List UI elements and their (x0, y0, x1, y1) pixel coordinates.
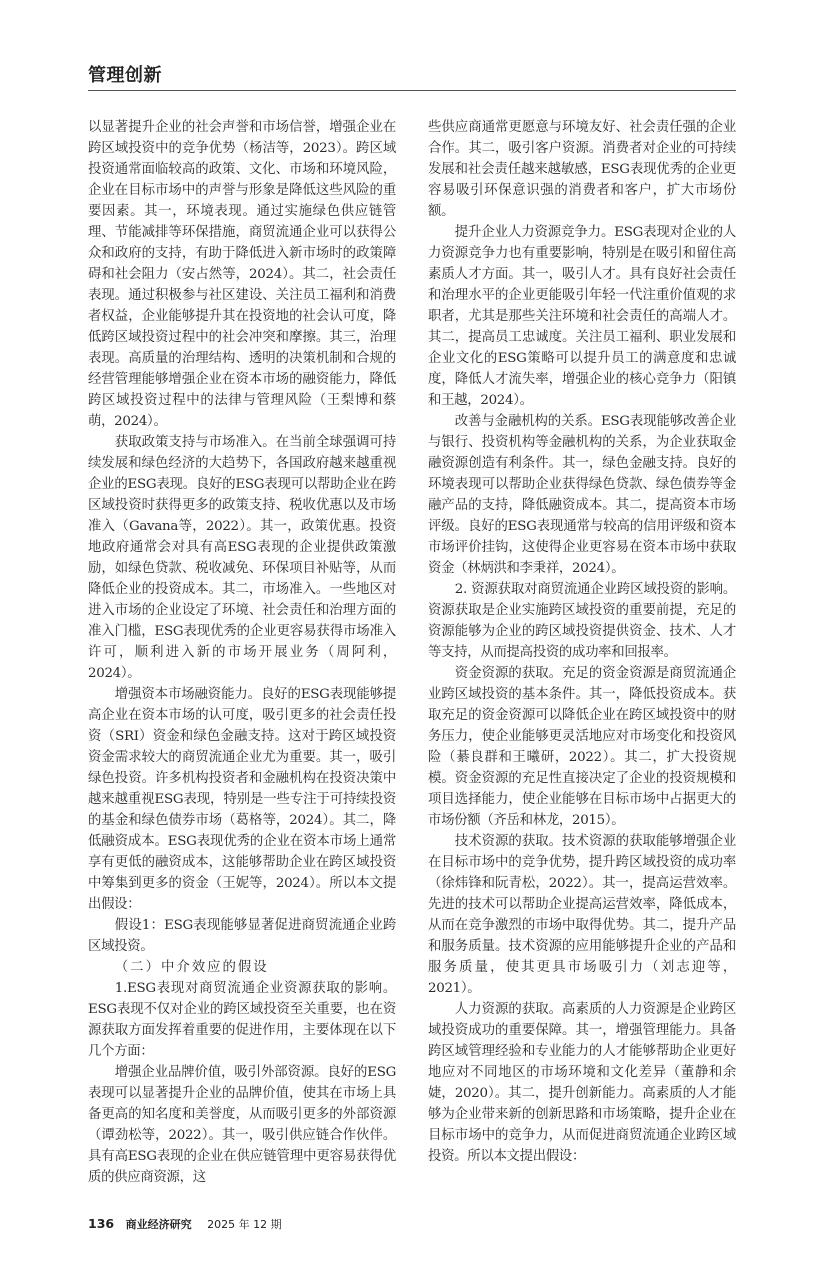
paragraph: 改善与金融机构的关系。ESG表现能够改善企业与银行、投资机构等金融机构的关系，为企业获取金融资源创造有利条件。其一，绿色金融支持。良好的环境表现可以帮助企业获得绿色贷款、绿色债券等金融产品的支持，降低融资成本。其二，提高资本市场评级。良好的ESG表现通常与较高的信用评级和资本市场评价挂钩，这使得企业更容易在资本市场中获取资金（林炳洪和李秉祥，2024）。 (428, 414, 736, 576)
paragraph: 增强企业品牌价值，吸引外部资源。良好的ESG表现可以显著提升企业的品牌价值，使其在市场上具备更高的知名度和美誉度，从而吸引更多的外部资源（谭劲松等，2022）。其一，吸引供应链合作伙伴。具有高ESG表现的企业在供应链管理中更容易获得优质的供应商资源，这 (88, 1065, 396, 1185)
journal-name: 商业经济研究 (125, 1218, 192, 1231)
page-footer (88, 1216, 738, 1233)
paragraph: 人力资源的获取。高素质的人力资源是企业跨区域投资成功的重要保障。其一，增强管理能力。具备跨区域管理经验和专业能力的人才能够帮助企业更好地应对不同地区的市场环境和文化差异（董静和余婕，2020）。其二，提升创新能力。高素质的人才能够为企业带来新的创新思路和市场策略，提升企业在目标市场中的竞争力，从而促进商贸流通企业跨区域投资。所以本文提出假设： (428, 1002, 736, 1164)
body-columns (88, 117, 736, 1188)
paragraph: 技术资源的获取。技术资源的获取能够增强企业在目标市场中的竞争优势，提升跨区域投资的成功率（徐炜锋和阮青松，2022）。其一，提高运营效率。先进的技术可以帮助企业提高运营效率，降低成本，从而在竞争激烈的市场中取得优势。其二，提升产品和服务质量。技术资源的应用能够提升企业的产品和服务质量，使其更具市场吸引力（刘志迎等，2021）。 (428, 834, 736, 996)
left-column (88, 117, 396, 1188)
paragraph: 增强资本市场融资能力。良好的ESG表现能够提高企业在资本市场的认可度，吸引更多的社会责任投资（SRI）资金和绿色金融支持。这对于跨区域投资资金需求较大的商贸流通企业尤为重要。其一，吸引绿色投资。许多机构投资者和金融机构在投资决策中越来越重视ESG表现，特别是一些专注于可持续投资的基金和绿色债券市场（葛格等，2024）。其二，降低融资成本。ESG表现优秀的企业在资本市场上通常享有更低的融资成本，这能够帮助企业在跨区域投资中筹集到更多的资金（王妮等，2024）。所以本文提出假设： (88, 687, 396, 912)
paragraph: 1.ESG表现对商贸流通企业资源获取的影响。ESG表现不仅对企业的跨区域投资至关重要，也在资源获取方面发挥着重要的促进作用，主要体现在以下几个方面： (88, 981, 396, 1059)
paragraph: 以显著提升企业的社会声誉和市场信誉，增强企业在跨区域投资中的竞争优势（杨洁等，2023）。跨区域投资通常面临较高的政策、文化、市场和环境风险，企业在目标市场中的声誉与形象是降低这些风险的重要因素。其一，环境表现。通过实施绿色供应链管理、节能减排等环保措施，商贸流通企业可以获得公众和政府的支持，有助于降低进入新市场时的政策障碍和社会阻力（安占然等，2024）。其二，社会责任表现。通过积极参与社区建设、关注员工福利和消费者权益，企业能够提升其在投资地的社会认可度，降低跨区域投资过程中的社会冲突和摩擦。其三，治理表现。高质量的治理结构、透明的决策机制和合规的经营管理能够增强企业在资本市场的融资能力，降低跨区域投资过程中的法律与管理风险（王梨博和蔡萌，2024）。 (88, 120, 396, 429)
section-title: 管理创新 (88, 65, 162, 86)
right-column (428, 117, 736, 1167)
paragraph: 些供应商通常更愿意与环境友好、社会责任强的企业合作。其二，吸引客户资源。消费者对企业的可持续发展和社会责任越来越敏感，ESG表现优秀的企业更容易吸引环保意识强的消费者和客户，扩大市场份额。 (428, 120, 736, 219)
hypothesis-1: 假设1：ESG表现能够显著促进商贸流通企业跨区域投资。 (88, 918, 396, 954)
paragraph: 资金资源的获取。充足的资金资源是商贸流通企业跨区域投资的基本条件。其一，降低投资成本。获取充足的资金资源可以降低企业在跨区域投资中的财务压力，使企业能够更灵活地应对市场变化和投资风险（綦良群和王曦研，2022）。其二，扩大投资规模。资金资源的充足性直接决定了企业的投资规模和项目选择能力，使企业能够在目标市场中占据更大的市场份额（齐岳和林龙，2015）。 (428, 666, 736, 828)
header-divider (88, 90, 736, 91)
paragraph: 提升企业人力资源竞争力。ESG表现对企业的人力资源竞争力也有重要影响，特别是在吸引和留住高素质人才方面。其一，吸引人才。具有良好社会责任和治理水平的企业更能吸引年轻一代注重价值观的求职者，尤其是那些关注环境和社会责任的高端人才。其二，提高员工忠诚度。关注员工福利、职业发展和企业文化的ESG策略可以提升员工的满意度和忠诚度，降低人才流失率，增强企业的核心竞争力（阳镇和王越，2024）。 (428, 225, 736, 408)
paragraph: 2. 资源获取对商贸流通企业跨区域投资的影响。资源获取是企业实施跨区域投资的重要前提，充足的资源能够为企业的跨区域投资提供资金、技术、人才等支持，从而提高投资的成功率和回报率。 (428, 582, 736, 660)
subsection-heading: （二）中介效应的假设 (114, 960, 269, 975)
page-number: 136 (88, 1216, 115, 1231)
issue-label: 2025 年 12 期 (207, 1218, 282, 1231)
paragraph: 获取政策支持与市场准入。在当前全球强调可持续发展和绿色经济的大趋势下，各国政府越来越重视企业的ESG表现。良好的ESG表现可以帮助企业在跨区域投资时获得更多的政策支持、税收优惠以及市场准入（Gavana等，2022）。其一，政策优惠。投资地政府通常会对具有高ESG表现的企业提供政策激励，如绿色贷款、税收减免、环保项目补贴等，从而降低企业的投资成本。其二，市场准入。一些地区对进入市场的企业设定了环境、社会责任和治理方面的准入门槛，ESG表现优秀的企业更容易获得市场准入许可，顺利进入新的市场开展业务（周阿利，2024）。 (88, 435, 396, 681)
